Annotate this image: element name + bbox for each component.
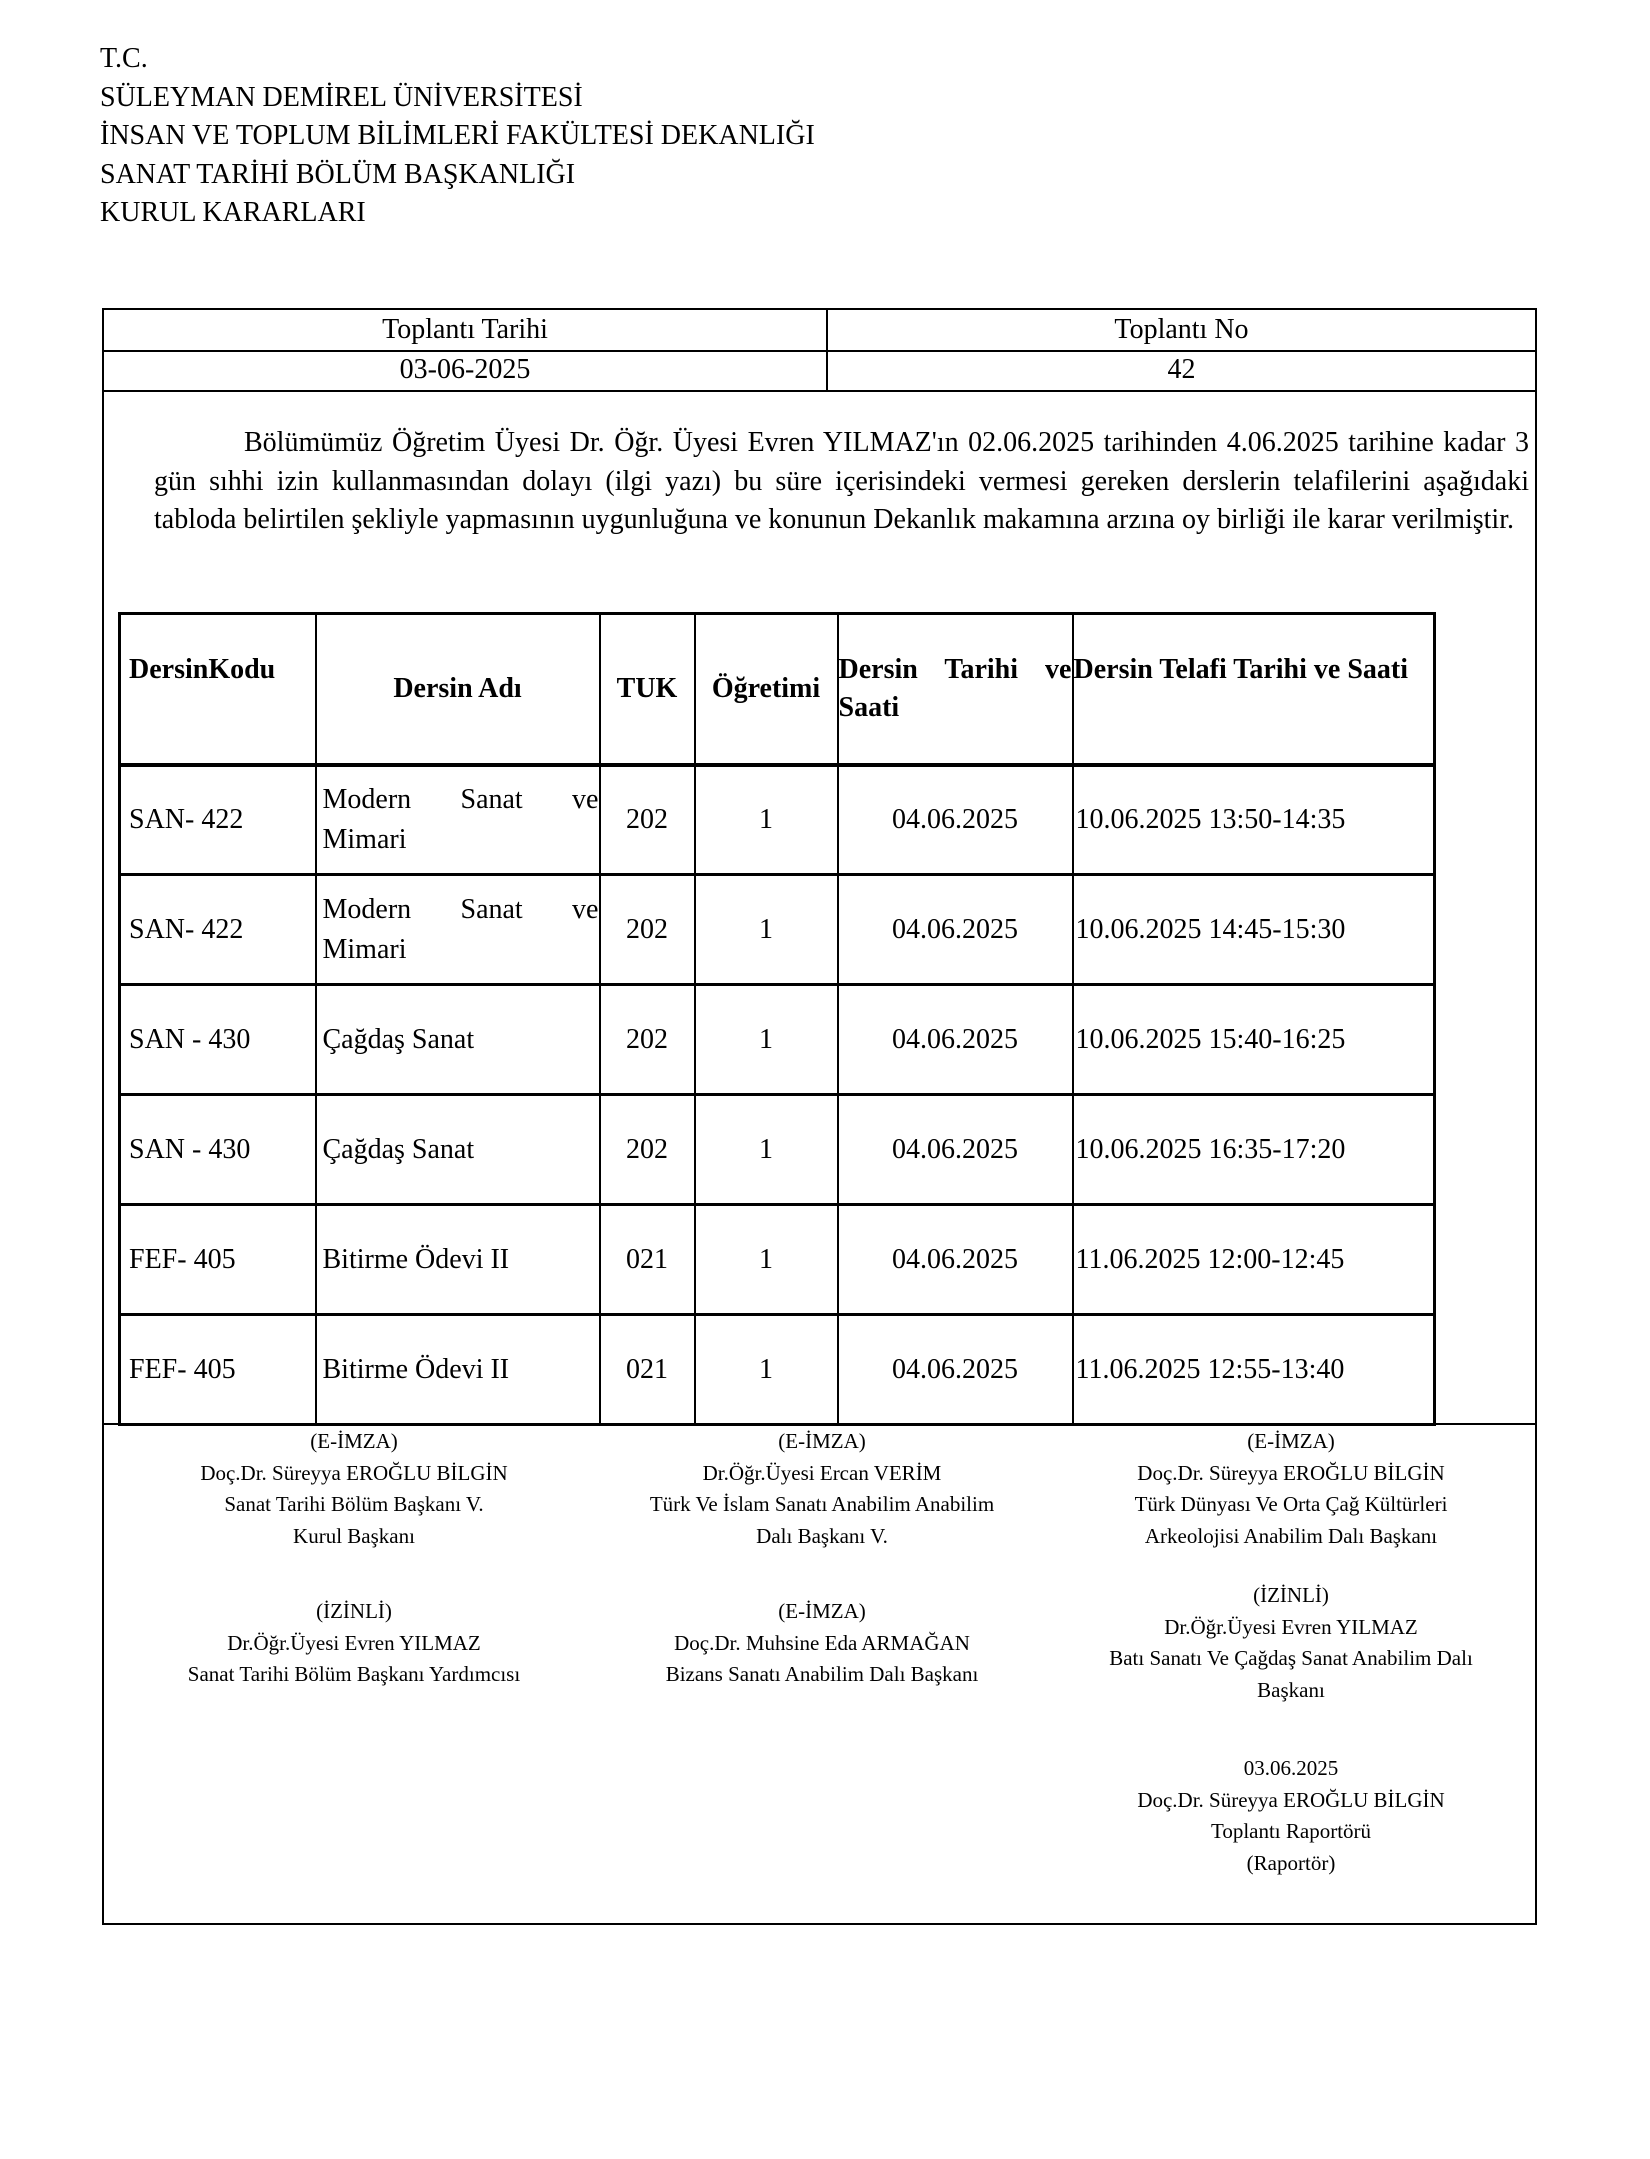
signature-block-department-head	[200, 1426, 507, 1552]
makeup-date-cell: 11.06.2025 12:55-13:40	[1073, 1315, 1435, 1425]
education-type-cell: 1	[695, 765, 838, 875]
signatory-title-line: Sanat Tarihi Bölüm Başkanı V.	[224, 1492, 484, 1516]
signature-status: (İZİNLİ)	[1253, 1583, 1329, 1607]
document-header	[100, 40, 815, 233]
tuk-cell: 202	[600, 985, 695, 1095]
education-type-cell: 1	[695, 875, 838, 985]
tuk-cell: 202	[600, 875, 695, 985]
column-header-course-code: DersinKodu	[120, 614, 316, 765]
course-code-cell: SAN - 430	[120, 985, 316, 1095]
column-header-course-name: Dersin Adı	[316, 614, 600, 765]
education-type-cell: 1	[695, 985, 838, 1095]
course-name-cell: Modern Sanat ve Mimari	[316, 765, 600, 875]
meeting-date-label: Toplantı Tarihi	[104, 310, 828, 350]
table-row	[120, 1315, 1435, 1425]
table-header-row	[120, 614, 1435, 765]
signature-status: (E-İMZA)	[778, 1429, 866, 1453]
tuk-cell: 021	[600, 1205, 695, 1315]
tuk-cell: 202	[600, 765, 695, 875]
course-code-cell: SAN - 430	[120, 1095, 316, 1205]
header-line-faculty: İNSAN VE TOPLUM BİLİMLERİ FAKÜLTESİ DEKANLIĞI	[100, 120, 815, 151]
education-type-cell: 1	[695, 1205, 838, 1315]
rapporteur-role: (Raportör)	[1246, 1850, 1336, 1875]
education-type-cell: 1	[695, 1315, 838, 1425]
meeting-labels-row	[104, 310, 1535, 352]
makeup-date-cell: 10.06.2025 15:40-16:25	[1073, 985, 1435, 1095]
meeting-date-value: 03-06-2025	[104, 350, 828, 390]
rapporteur-name: Doç.Dr. Süreyya EROĞLU BİLGİN	[1137, 1787, 1445, 1812]
signatory-title-line: Kurul Başkanı	[293, 1523, 415, 1548]
signatory-title-line: Arkeolojisi Anabilim Dalı Başkanı	[1144, 1523, 1438, 1548]
education-type-cell: 1	[695, 1095, 838, 1205]
table-row	[120, 875, 1435, 985]
header-line-university: SÜLEYMAN DEMİREL ÜNİVERSİTESİ	[100, 81, 583, 113]
signatory-name: Doç.Dr. Süreyya EROĞLU BİLGİN	[200, 1460, 508, 1485]
tuk-cell: 202	[600, 1095, 695, 1205]
meeting-no-label: Toplantı No	[1114, 314, 1249, 345]
signatory-name: Dr.Öğr.Üyesi Evren YILMAZ	[227, 1630, 481, 1655]
rapporteur-block	[1137, 1753, 1444, 1879]
makeup-course-table	[118, 612, 1436, 1426]
makeup-date-cell: 11.06.2025 12:00-12:45	[1073, 1205, 1435, 1315]
table-row	[120, 1095, 1435, 1205]
column-header-course-date: Dersin Tarihi ve Saati	[838, 614, 1073, 765]
signature-block-turkish-world-archaeology	[1135, 1426, 1448, 1552]
course-date-cell: 04.06.2025	[838, 985, 1073, 1095]
course-code-cell: FEF- 405	[120, 1315, 316, 1425]
signatory-title-line: Türk Dünyası Ve Orta Çağ Kültürleri	[1134, 1492, 1448, 1516]
course-date-cell: 04.06.2025	[838, 1095, 1073, 1205]
signature-block-western-contemporary-art	[1109, 1580, 1473, 1706]
header-line-tc: T.C.	[100, 43, 148, 74]
column-header-makeup-date: Dersin Telafi Tarihi ve Saati	[1073, 614, 1435, 765]
signatory-title-line: Sanat Tarihi Bölüm Başkanı Yardımcısı	[187, 1662, 521, 1686]
signatory-name: Doç.Dr. Muhsine Eda ARMAĞAN	[674, 1630, 970, 1655]
signature-block-deputy-head	[188, 1596, 520, 1691]
signature-status: (E-İMZA)	[1247, 1429, 1335, 1453]
rapporteur-title: Toplantı Raportörü	[1210, 1819, 1372, 1843]
makeup-date-cell: 10.06.2025 14:45-15:30	[1073, 875, 1435, 985]
table-row	[120, 1205, 1435, 1315]
decision-text-body: Bölümümüz Öğretim Üyesi Dr. Öğr. Üyesi Evren YILMAZ'ın 02.06.2025 tarihinden 4.06.2025 tarihine kadar 3 gün sıhhi izin kullanmasından dolayı (ilgi yazı) bu süre içerisindeki vermesi gereken derslerin telafilerini aşağıdaki tabloda belirtilen şekliyle yapmasının uygunluğuna ve konunun Dekanlık makamına arzına oy birliği ile karar verilmiştir.	[154, 427, 1529, 535]
decision-text	[154, 424, 1529, 540]
signatory-title-line: Bizans Sanatı Anabilim Dalı Başkanı	[665, 1662, 979, 1686]
rapporteur-date: 03.06.2025	[1243, 1756, 1339, 1780]
course-name-cell: Bitirme Ödevi II	[316, 1205, 600, 1315]
signatory-title-line: Batı Sanatı Ve Çağdaş Sanat Anabilim Dalı	[1109, 1646, 1473, 1670]
signature-block-byzantine-art	[666, 1596, 979, 1691]
signatory-name: Doç.Dr. Süreyya EROĞLU BİLGİN	[1137, 1460, 1445, 1485]
signatory-name: Dr.Öğr.Üyesi Ercan VERİM	[702, 1460, 942, 1485]
course-code-cell: SAN- 422	[120, 875, 316, 985]
course-code-cell: SAN- 422	[120, 765, 316, 875]
header-line-department: SANAT TARİHİ BÖLÜM BAŞKANLIĞI	[100, 158, 576, 190]
course-date-cell: 04.06.2025	[838, 1315, 1073, 1425]
signatory-title-line: Dalı Başkanı V.	[756, 1523, 888, 1548]
signature-status: (İZİNLİ)	[316, 1599, 392, 1623]
signature-block-turkish-islamic-art	[650, 1426, 994, 1552]
signatory-name: Dr.Öğr.Üyesi Evren YILMAZ	[1164, 1614, 1418, 1639]
table-row	[120, 985, 1435, 1095]
table-row	[120, 765, 1435, 875]
course-date-cell: 04.06.2025	[838, 1205, 1073, 1315]
decision-box	[102, 308, 1537, 1925]
course-code-cell: FEF- 405	[120, 1205, 316, 1315]
signatory-title-line: Türk Ve İslam Sanatı Anabilim Anabilim	[649, 1492, 995, 1516]
course-date-cell: 04.06.2025	[838, 875, 1073, 985]
course-name-cell: Çağdaş Sanat	[316, 985, 600, 1095]
course-date-cell: 04.06.2025	[838, 765, 1073, 875]
signature-status: (E-İMZA)	[310, 1429, 398, 1453]
column-header-education-type: Öğretimi	[695, 614, 838, 765]
signature-section-divider	[104, 1423, 1535, 1425]
signature-status: (E-İMZA)	[778, 1599, 866, 1623]
meeting-values-row	[104, 350, 1535, 392]
makeup-date-cell: 10.06.2025 13:50-14:35	[1073, 765, 1435, 875]
course-name-cell: Modern Sanat ve Mimari	[316, 875, 600, 985]
header-line-board-decisions: KURUL KARARLARI	[100, 197, 366, 228]
tuk-cell: 021	[600, 1315, 695, 1425]
course-name-cell: Çağdaş Sanat	[316, 1095, 600, 1205]
course-name-cell: Bitirme Ödevi II	[316, 1315, 600, 1425]
meeting-no-value: 42	[1167, 354, 1196, 385]
makeup-date-cell: 10.06.2025 16:35-17:20	[1073, 1095, 1435, 1205]
column-header-tuk: TUK	[600, 614, 695, 765]
signatory-title-line: Başkanı	[1257, 1677, 1325, 1702]
